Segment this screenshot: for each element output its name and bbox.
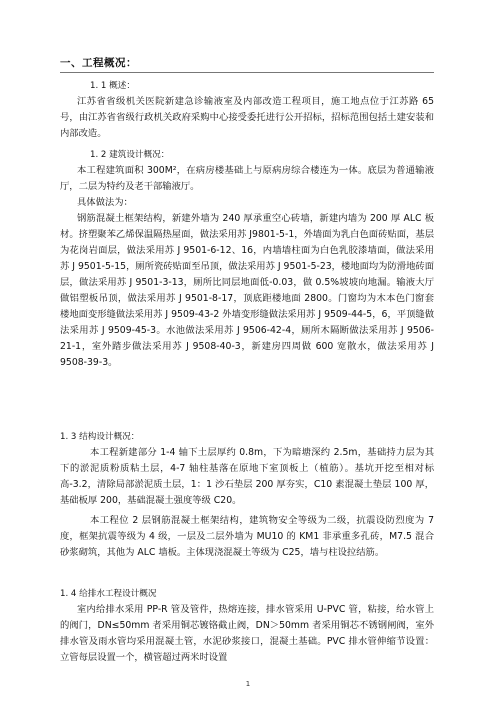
heading-underline xyxy=(60,72,434,73)
section-1-1-body: 江苏省省级机关医院新建急诊输液室及内部改造工程项目，施工地点位于江苏路 65 号，由江苏省省级行政机关政府采购中心接受委托进行公开招标，招标范围包括土建安装和内部改造。 xyxy=(60,96,434,139)
section-1-2-body2: 钢筋混凝土框架结构，新建外墙为 240 厚承重空心砖墙，新建内墙为 200 厚 ALC 板材。挤塑聚苯乙烯保温隔热屋面，做法采用苏 J9801-5-1，外墙面为乳白色面砖贴面，基层为花岗岩面层，做法采用苏 J 9501-6-12、16，内墙墙柱面为白色乳胶漆墙面，做法采用苏 J 9501-5-15，厕所瓷砖贴面至吊顶，做法采用苏 J 9501-5-23，楼地面均为防滑地砖面层，做法采用苏 J 9501-3-13，厕所比同层地面低-0.03，做 0.5%坡坡向地漏。输液大厅做铝塑板吊顶，做法采用苏 J 9501-8-17，顶底距楼地面 2800。门窗均为木本色门窗套 楼地面变形缝做法采用苏 J 9509-43-2 外墙变形缝做法采用苏 J 9509-44-5，6，平顶缝做法采用苏 J 9509-45-3。水池做法采用苏 J 9506-42-4，厕所木隔断做法采用苏 J 9506-21-1，室外踏步做法采用苏 J 9508-40-3，新建房四周做 600 宽散水，做法采用苏 J 9508-39-3。 xyxy=(60,213,434,368)
section-1-2 xyxy=(60,147,434,371)
section-heading: 一、工程概况： xyxy=(60,57,137,69)
section-1-4 xyxy=(60,586,434,666)
section-1-3 xyxy=(60,429,434,561)
section-1-1-title: 1. 1 概述： xyxy=(90,81,135,91)
section-1-4-body: 室内给排水采用 PP-R 管及管件，热熔连接，排水管采用 U-PVC 管，粘接，给水管上的阀门，DN≤50mm 者采用铜芯镀铬截止阀，DN＞50mm 者采用铜芯不锈钢闸阀，室外排水管及雨水管均采用混凝土管，水泥砂浆接口，混凝土基础。PVC 排水管伸缩节设置：立管每层设置一个，横管超过两米时设置 xyxy=(60,604,434,663)
section-1-2-body1: 本工程建筑面积 300M²，在病房楼基础上与原病房综合楼连为一体。底层为普通输液厅，二层为特约及老干部输液厅。 xyxy=(60,165,434,192)
section-1-1 xyxy=(60,78,434,142)
section-1-2-subhead: 具体做法为： xyxy=(77,197,133,208)
section-1-3-body2: 本工程位 2 层钢筋混凝土框架结构，建筑物安全等级为二级，抗震设防烈度为 7 度，框架抗震等级为 4 级，一层及二层外墙为 MU10 的 KM1 非承重多孔砖，M7.5 混合砂浆砌筑，其他为 ALC 墙板。主体现浇混凝土等级为 C25，墙与柱设拉结筋。 xyxy=(60,515,434,558)
section-1-2-title: 1. 2 建筑设计概况： xyxy=(90,150,170,160)
section-1-4-title: 1. 4 给排水工程设计概况 xyxy=(60,589,157,599)
section-1-3-title: 1. 3 结构设计概况： xyxy=(60,432,140,442)
section-1-3-body1: 本工程新建部分 1-4 轴下土层厚约 0.8m，下为暗塘深约 2.5m，基础持力层为其下的淤泥质粉质粘土层，4-7 轴柱基落在原地下室顶板上（植筋）。基坑开挖至相对标高-3.2，清除局部淤泥质土层，1：1 沙石垫层 200 厚夯实，C10 素混凝土垫层 100 厚，基础板厚 200，基础混凝土强度等级 C20。 xyxy=(60,447,434,506)
page-number: 1 xyxy=(245,680,251,688)
